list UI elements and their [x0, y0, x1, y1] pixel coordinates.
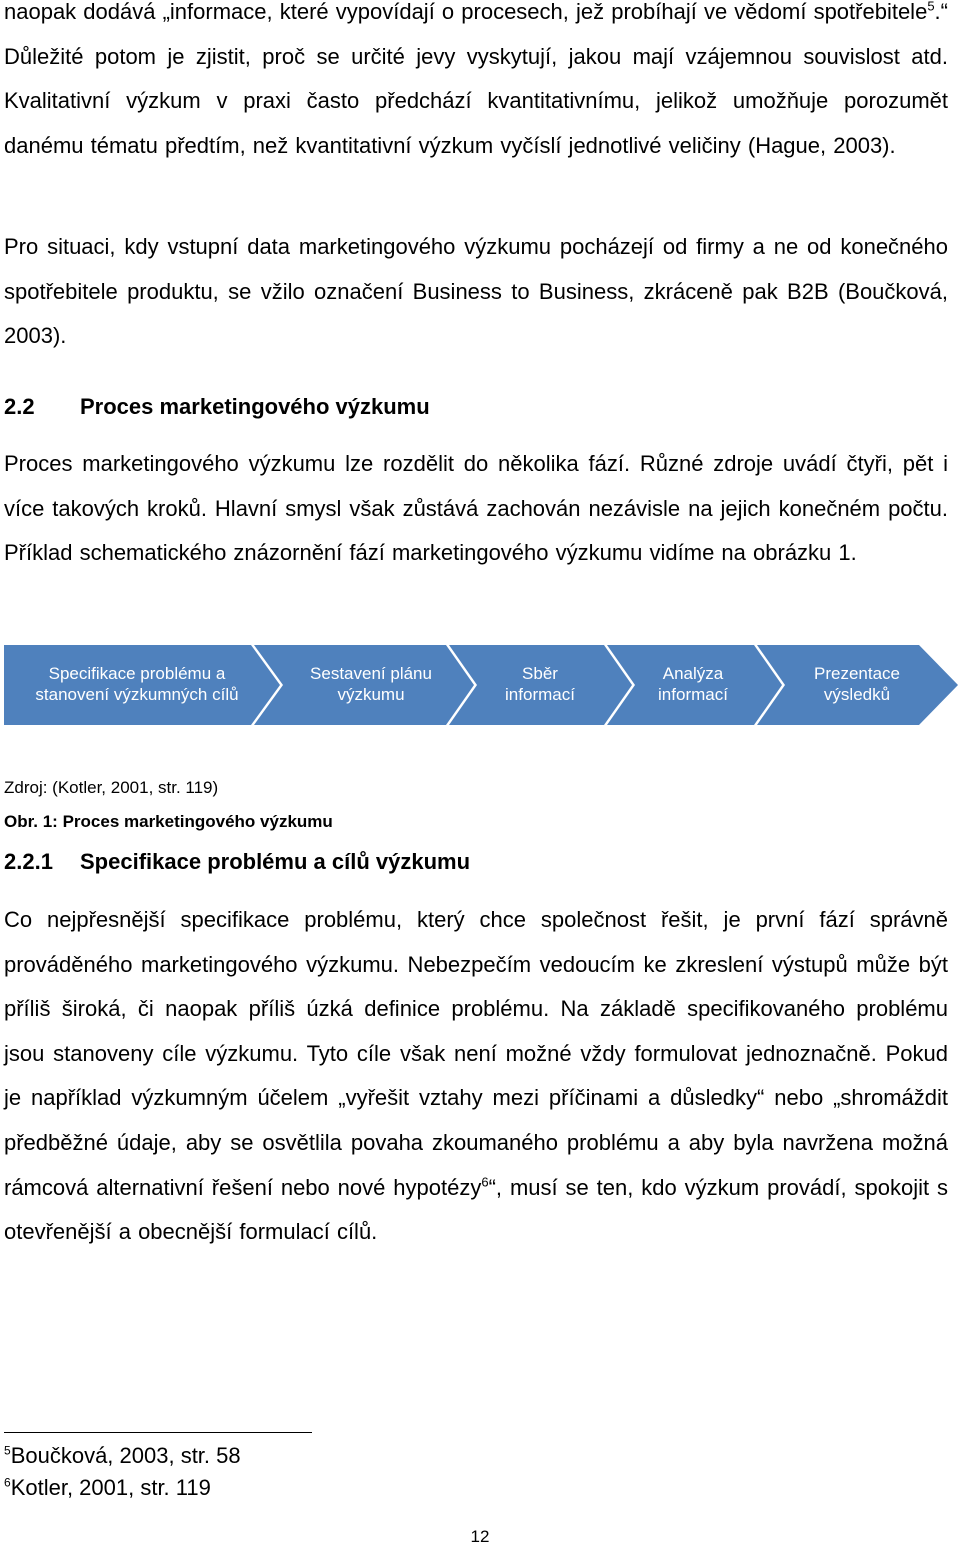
paragraph-problem-specification	[4, 898, 948, 1255]
subsection-title: Specifikace problému a cílů výzkumu	[80, 849, 471, 874]
footnote	[4, 1442, 241, 1470]
section-heading	[4, 392, 430, 422]
figure-caption: Obr. 1: Proces marketingového výzkumu	[4, 812, 333, 831]
subsection-heading	[4, 847, 470, 877]
process-diagram	[4, 645, 959, 725]
paragraph-text: “, musí se ten, kdo výzkum provádí, spokojit s otevřenější a obecnější formulací cílů.	[4, 1174, 948, 1245]
step-label-line: Sběr	[522, 664, 558, 683]
step-label-line: Analýza	[662, 664, 724, 683]
step-label-line: stanovení výzkumných cílů	[35, 685, 239, 704]
step-label-line: Prezentace	[814, 664, 900, 683]
process-step-4	[607, 645, 782, 725]
paragraph-text: .“ Důležité potom je zjistit, proč se určité jevy vyskytují, jakou mají vzájemnou souvislost atd. Kvalitativní výzkum v praxi často předchází kvantitativnímu, jelikož umožňuje porozumět danému tématu předtím, než kvantitativní výzkum vyčíslí jednotlivé veličiny (Hague, 2003).	[4, 0, 948, 158]
section-number: 2.2	[4, 394, 35, 419]
footnote-ref[interactable]: 6	[481, 1174, 489, 1190]
footnote-number: 6	[4, 1475, 11, 1490]
footnote-number: 5	[4, 1443, 11, 1458]
process-step-2	[254, 645, 474, 725]
paragraph-qualitative-research	[4, 0, 948, 168]
footnote-separator	[4, 1432, 312, 1433]
paragraph-text: Co nejpřesnější specifikace problému, který chce společnost řešit, je první fází správně prováděného marketingového výzkumu. Nebezpečím vedoucím ke zkreslení výstupů může být příliš široká, či naopak příliš úzká definice problému. Na základě specifikovaného problému jsou stanoveny cíle výzkumu. Tyto cíle však není možné vždy formulovat jednoznačně. Pokud je například výzkumným účelem „vyřešit vztahy mezi příčinami a důsledky“ nebo „shromáždit předběžné údaje, aby se osvětlila povaha zkoumaného problému a aby byla navržena možná rámcová alternativní řešení nebo nové hypotézy	[4, 907, 948, 1200]
paragraph-b2b: Pro situaci, kdy vstupní data marketingového výzkumu pocházejí od firmy a ne od konečného spotřebitele produktu, se vžilo označení Business to Business, zkráceně pak B2B (Boučková, 2003).	[4, 234, 948, 349]
footnote-text: Boučková, 2003, str. 58	[10, 1443, 241, 1468]
page-number: 12	[470, 1527, 490, 1546]
step-label-line: výzkumu	[337, 685, 405, 704]
step-label-line: Specifikace problému a	[48, 664, 226, 683]
paragraph-process-intro: Proces marketingového výzkumu lze rozdělit do několika fází. Různé zdroje uvádí čtyři, pět i více takových kroků. Hlavní smysl však zůstává zachován nezávisle na jejich konečném počtu. Příklad schematického znázornění fází marketingového výzkumu vidíme na obrázku 1.	[4, 451, 948, 566]
subsection-number: 2.2.1	[4, 849, 53, 874]
process-step-3	[449, 645, 632, 725]
footnote-text: Kotler, 2001, str. 119	[10, 1475, 211, 1500]
process-step-5	[757, 645, 958, 725]
step-label-line: výsledků	[823, 685, 891, 704]
footnote-ref[interactable]: 5	[927, 0, 935, 14]
footnote	[4, 1474, 211, 1502]
process-step-1	[4, 645, 280, 725]
step-label-line: Sestavení plánu	[310, 664, 432, 683]
figure-source: Zdroj: (Kotler, 2001, str. 119)	[4, 778, 219, 797]
step-label-line: informací	[505, 685, 575, 704]
step-label-line: informací	[658, 685, 728, 704]
section-title: Proces marketingového výzkumu	[80, 394, 430, 419]
paragraph-text: naopak dodává „informace, které vypovídají o procesech, jež probíhají ve vědomí spotřebitele	[4, 0, 928, 24]
